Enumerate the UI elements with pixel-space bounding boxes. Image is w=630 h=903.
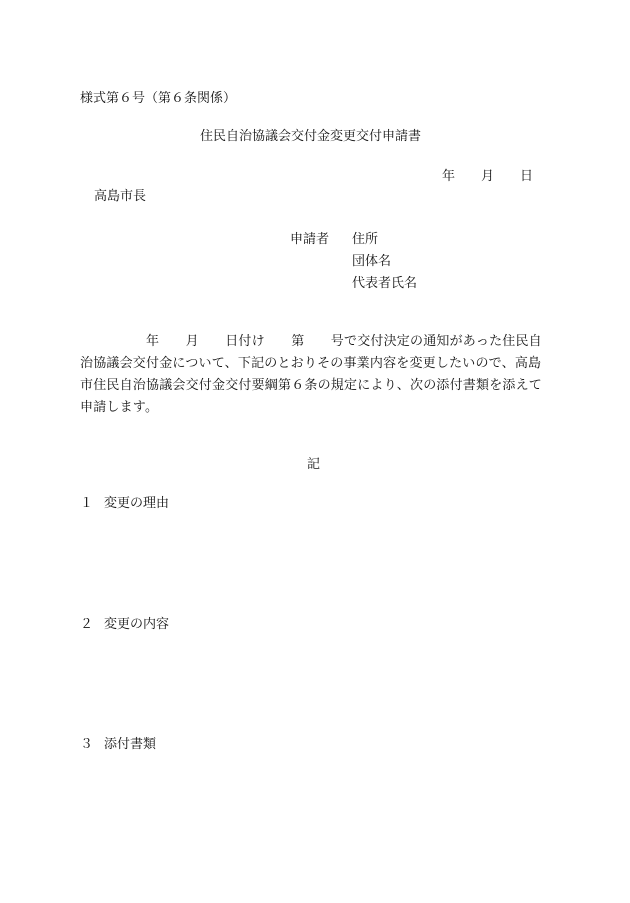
item-number: ３ <box>80 737 94 752</box>
item-label-attachments: 添付書類 <box>104 737 157 752</box>
item-number: １ <box>80 496 94 511</box>
document-title: 住民自治協議会交付金変更交付申請書 <box>200 129 422 144</box>
item-label-content: 変更の内容 <box>104 617 170 632</box>
item-label-reason: 変更の理由 <box>104 496 170 511</box>
body-line: 申請します。 <box>80 400 159 415</box>
recipient: 高島市長 <box>94 189 147 204</box>
date-line: 年 月 日 <box>442 169 534 184</box>
applicant-label: 申請者 <box>290 232 330 247</box>
applicant-org-name-label: 団体名 <box>352 254 392 269</box>
body-line: 治協議会交付金について、下記のとおりその事業内容を変更したいので、高島 <box>80 356 542 371</box>
ki-heading: 記 <box>307 457 321 472</box>
form-number: 様式第６号（第６条関係） <box>80 91 237 106</box>
body-paragraph <box>80 331 560 419</box>
applicant-address-label: 住所 <box>352 232 379 247</box>
item-number: ２ <box>80 617 94 632</box>
body-line: 市住民自治協議会交付金交付要綱第６条の規定により、次の添付書類を添えて <box>80 378 543 393</box>
body-line: 年 月 日付け 第 号で交付決定の通知があった住民自 <box>80 334 542 349</box>
applicant-representative-label: 代表者氏名 <box>352 276 418 291</box>
